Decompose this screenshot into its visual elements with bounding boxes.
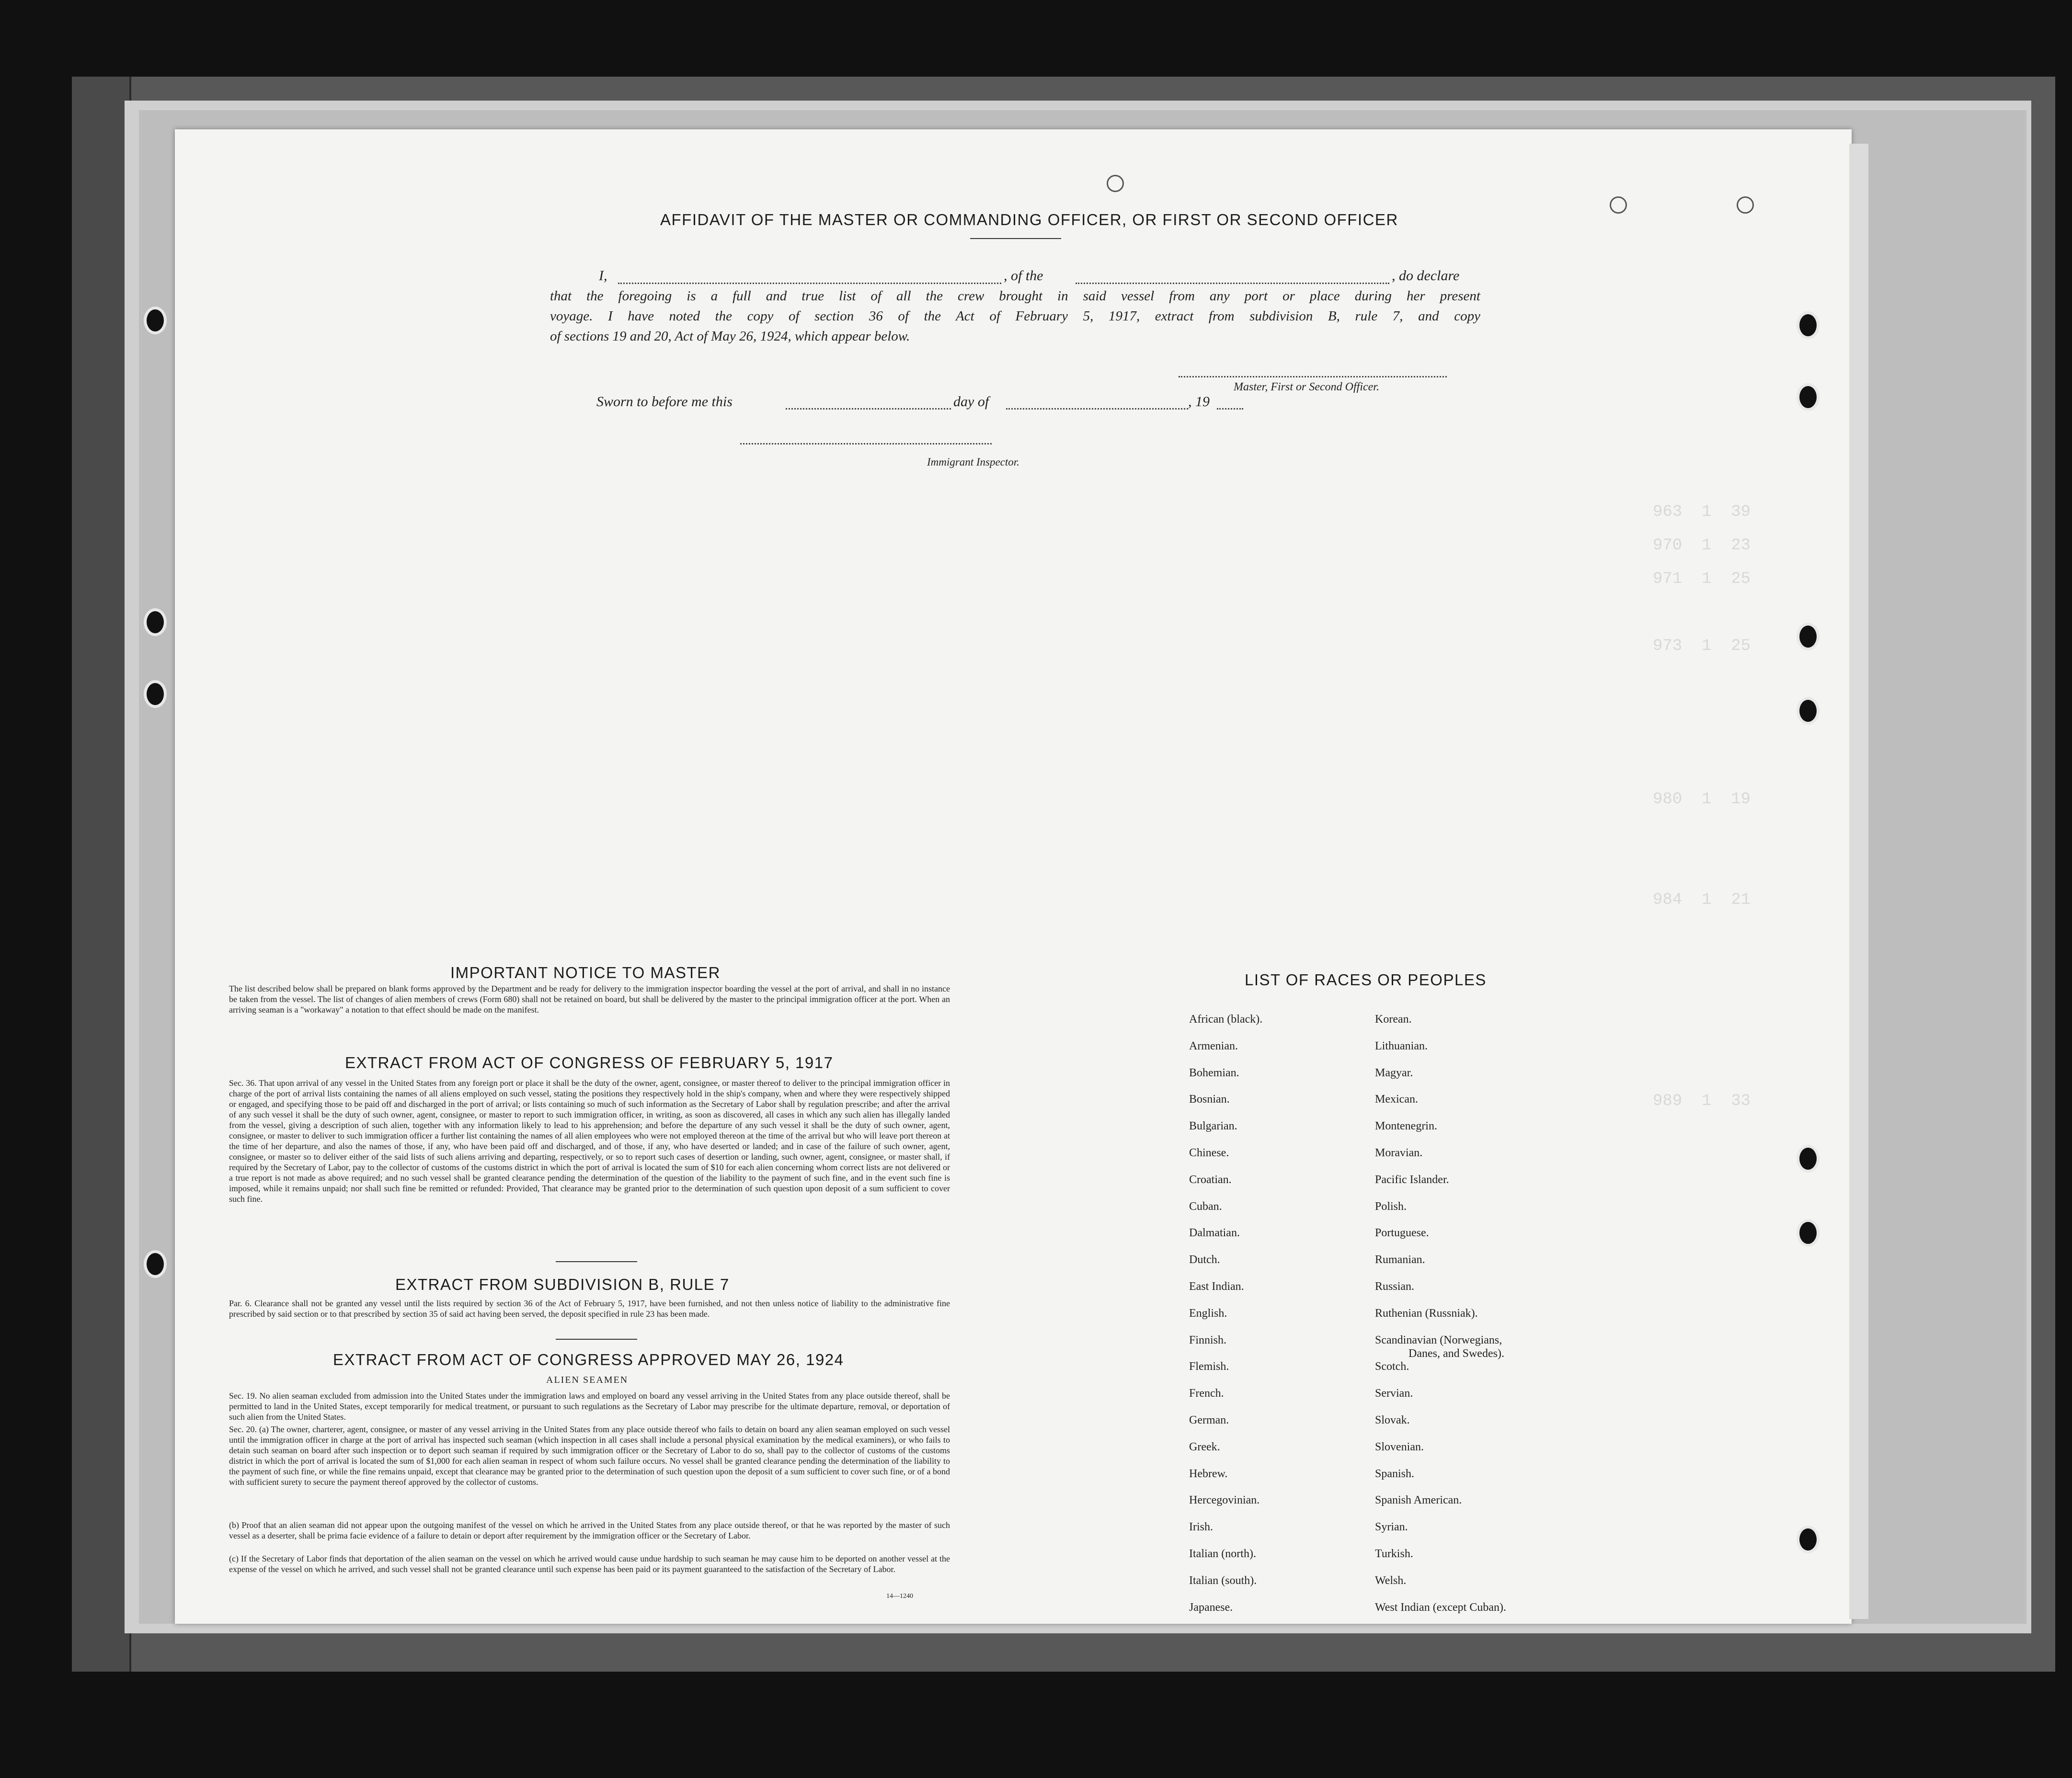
circle-mark-icon <box>1107 175 1124 192</box>
race-item: Turkish. <box>1375 1548 1413 1560</box>
bleed-through-text: 973 1 25 <box>1653 637 1751 655</box>
affidavit-do-declare: , do declare <box>1392 268 1460 284</box>
race-item: Croatian. <box>1189 1173 1232 1186</box>
race-item: Danes, and Swedes). <box>1408 1347 1504 1360</box>
race-item: Hercegovinian. <box>1189 1494 1260 1507</box>
sworn-year-blank[interactable] <box>1217 408 1243 410</box>
race-item: Cuban. <box>1189 1200 1222 1213</box>
race-item: Servian. <box>1375 1387 1413 1400</box>
race-item: Spanish. <box>1375 1467 1415 1480</box>
race-item: Bosnian. <box>1189 1093 1230 1106</box>
race-item: Welsh. <box>1375 1574 1407 1587</box>
bleed-through-text: 980 1 19 <box>1653 790 1751 809</box>
extract-1924-subtitle: ALIEN SEAMEN <box>546 1375 629 1385</box>
punch-hole-icon <box>1797 1219 1820 1247</box>
punch-hole-icon <box>144 680 167 708</box>
vessel-blank[interactable] <box>1076 283 1389 284</box>
title-underline <box>970 238 1061 239</box>
races-title: LIST OF RACES OR PEOPLES <box>1245 971 1487 989</box>
bleed-through-text: 963 1 39 <box>1653 503 1751 521</box>
race-item: Armenian. <box>1189 1039 1238 1052</box>
race-item: Hebrew. <box>1189 1467 1228 1480</box>
race-item: Syrian. <box>1375 1521 1408 1534</box>
affidavit-i-label: I, <box>599 268 607 284</box>
race-item: Magyar. <box>1375 1066 1413 1079</box>
extract-1924-sec20a: Sec. 20. (a) The owner, charterer, agent, consignee, or master of any vessel arriving in the United States from any place outside thereof who fails to detain on board any alien seaman employed on such vessel until the immigration officer in charge at the port of arrival has inspected such seaman (which inspection in all cases shall include a personal physical examination by the medical examiners), or who fails to detain such seaman on board after such inspection or to deport such seaman if required by such immigration officer or the Secretary of Labor to do so, shall pay to the collector of customs of the customs district in which the port of arrival is located the sum of $1,000 for each alien seaman in respect of whom such failure occurs. No vessel shall be granted clearance pending the determination of the liability to the payment of such fine, or while the fine remains unpaid, except that clearance may be granted prior to the determination of such question upon the deposit of a sum sufficient to cover such fine, or of a bond with sufficient surety to secure the payment thereof approved by the collector of customs. <box>229 1425 950 1487</box>
punch-hole-icon <box>1797 1526 1820 1553</box>
race-item: Flemish. <box>1189 1360 1229 1373</box>
race-item: Bulgarian. <box>1189 1120 1237 1133</box>
race-item: Dutch. <box>1189 1254 1220 1266</box>
sworn-day-blank[interactable] <box>786 408 951 410</box>
punch-hole-icon <box>144 1250 167 1278</box>
notice-title: IMPORTANT NOTICE TO MASTER <box>450 964 721 981</box>
race-item: Rumanian. <box>1375 1254 1425 1266</box>
extract-1924-title: EXTRACT FROM ACT OF CONGRESS APPROVED MAY 26, 1924 <box>333 1351 844 1368</box>
section-divider <box>556 1339 637 1340</box>
binder-edge <box>72 77 131 1672</box>
punch-hole-icon <box>1797 697 1820 725</box>
race-item: Mexican. <box>1375 1093 1418 1106</box>
affidavit-line-3: voyage. I have noted the copy of section 36 of the Act of February 5, 1917, extract from subdivision B, rule 7, and copy <box>550 308 1480 324</box>
extract-1924-sec20c: (c) If the Secretary of Labor finds that deportation of the alien seaman on the vessel on which he arrived would cause undue hardship to such seaman he may cause him to be deported on another vessel at the expense of the vessel on which he arrived, and such vessel shall not be granted clearance until such expense has been paid or its payment guaranteed to the satisfaction of the Secretary of Labor. <box>229 1554 950 1574</box>
race-item: Italian (south). <box>1189 1574 1257 1587</box>
race-item: Bohemian. <box>1189 1066 1239 1079</box>
race-item: Slovenian. <box>1375 1440 1424 1453</box>
race-item: Scotch. <box>1375 1360 1409 1373</box>
extract-rule7-text: Par. 6. Clearance shall not be granted any vessel until the lists required by section 36 of the Act of February 5, 1917, have been furnished, and not then unless notice of liability to the administrative fine prescribed by said section or to that prescribed by section 35 of said act having been served, the deposit specified in rule 23 has been made. <box>229 1299 950 1319</box>
extract-1924-sec20b: (b) Proof that an alien seaman did not appear upon the outgoing manifest of the vessel on which he arrived in the United States from any place outside thereof, or that he was reported by the master of such vessel as a deserter, shall be prima facie evidence of a failure to detain or deport after requirement by the immigration officer or the Secretary of Labor. <box>229 1520 950 1540</box>
race-item: Irish. <box>1189 1521 1213 1534</box>
race-item: Portuguese. <box>1375 1227 1429 1240</box>
race-item: French. <box>1189 1387 1224 1400</box>
section-divider <box>556 1261 637 1262</box>
race-item: African (black). <box>1189 1013 1263 1026</box>
extract-1917-text: Sec. 36. That upon arrival of any vessel in the United States from any foreign port or place it shall be the duty of the owner, agent, consignee, or master thereof to deliver to the principal immigration officer in charge of the port of arrival lists containing the names of all aliens employed on such vessel, stating the positions they respectively hold in the ship's company, when and where they were respectively shipped or engaged, and specifying those to be paid off and discharged in the port of arrival; or lists containing so much of such information as the Secretary of Labor shall by regulation prescribe; and after the arrival of any such vessel it shall be the duty of such owner, agent, consignee, or master to report to such immigration officer, in writing, as soon as discovered, all cases in which any such alien has illegally landed from the vessel, giving a description of such alien, together with any information likely to lead to his apprehension; and before the departure of any such vessel it shall be the duty of such owner, agent, consignee, or master to deliver to such immigration officer a further list containing the names of all alien employees who were not employed thereon at the time of the arrival but who will leave port thereon at the time of her departure, and also the names of those, if any, who have been paid off and discharged, and of those, if any, who have deserted or landed; and in case of the failure of such owner, agent, consignee, or master so to deliver either of the said lists of such aliens arriving and departing, respectively, or so to report such cases of desertion or landing, such owner, agent, consignee, or master shall, if required by the Secretary of Labor, pay to the collector of customs of the customs district in which the port of arrival is located the sum of $10 for each alien concerning whom correct lists are not delivered or a true report is not made as above required; and no such vessel shall be granted clearance pending the determination of the question of the liability to the payment of such fine, and in the event such fine is imposed, while it remains unpaid; nor shall such fine be remitted or refunded: Provided, That clearance may be granted prior to the determination of such question upon deposit of a sum sufficient to cover such fine. <box>229 1078 950 1204</box>
race-item: Russian. <box>1375 1280 1415 1293</box>
punch-hole-icon <box>1797 623 1820 650</box>
affidavit-of-the: , of the <box>1004 268 1043 284</box>
bleed-through-text: 984 1 21 <box>1653 891 1751 909</box>
bleed-through-text: 971 1 25 <box>1653 570 1751 588</box>
race-item: Slovak. <box>1375 1414 1410 1426</box>
inspector-caption: Immigrant Inspector. <box>927 456 1019 468</box>
bleed-through-text: 970 1 23 <box>1653 536 1751 555</box>
page-edge <box>1849 144 1868 1619</box>
affidavit-line-4: of sections 19 and 20, Act of May 26, 1924, which appear below. <box>550 329 910 344</box>
race-item: Greek. <box>1189 1440 1220 1453</box>
punch-hole-icon <box>144 307 167 334</box>
race-item: Finnish. <box>1189 1334 1227 1346</box>
race-item: Spanish American. <box>1375 1494 1462 1507</box>
race-item: Lithuanian. <box>1375 1039 1428 1052</box>
name-blank[interactable] <box>618 283 1001 284</box>
inspector-signature-line[interactable] <box>740 443 992 444</box>
circle-mark-icon <box>1737 196 1754 214</box>
race-item: Italian (north). <box>1189 1548 1256 1560</box>
race-item: Moravian. <box>1375 1147 1423 1159</box>
circle-mark-icon <box>1610 196 1627 214</box>
extract-1924-sec19: Sec. 19. No alien seaman excluded from admission into the United States under the immigration laws and employed on board any vessel arriving in the United States from any place outside thereof, shall be permitted to land in the United States, except temporarily for medical treatment, or pursuant to such regulations as the Secretary of Labor may prescribe for the ultimate departure, removal, or deportation of such alien from the United States. <box>229 1391 950 1422</box>
race-item: East Indian. <box>1189 1280 1244 1293</box>
affidavit-title: AFFIDAVIT OF THE MASTER OR COMMANDING OFFICER, OR FIRST OR SECOND OFFICER <box>660 211 1398 228</box>
race-item: Korean. <box>1375 1013 1412 1026</box>
bleed-through-text: 989 1 33 <box>1653 1092 1751 1110</box>
race-item: West Indian (except Cuban). <box>1375 1601 1506 1614</box>
master-signature-caption: Master, First or Second Officer. <box>1234 381 1379 393</box>
punch-hole-icon <box>1797 383 1820 411</box>
extract-rule7-title: EXTRACT FROM SUBDIVISION B, RULE 7 <box>395 1276 730 1293</box>
day-of-label: day of <box>953 394 989 410</box>
master-signature-line[interactable] <box>1179 376 1447 377</box>
race-item: German. <box>1189 1414 1229 1426</box>
punch-hole-icon <box>1797 1145 1820 1173</box>
notice-text: The list described below shall be prepared on blank forms approved by the Department and be ready for delivery to the immigration inspector boarding the vessel at the port of arrival, and shall in no instance be taken from the vessel. The list of changes of alien members of crews (Form 680) shall not be retained on board, but shall be delivered by the master to the principal immigration officer at the port. When an arriving seaman is a "workaway" a notation to that effect should be made on the manifest. <box>229 984 950 1014</box>
punch-hole-icon <box>144 608 167 636</box>
race-item: English. <box>1189 1307 1227 1320</box>
extract-1917-title: EXTRACT FROM ACT OF CONGRESS OF FEBRUARY 5, 1917 <box>345 1054 834 1071</box>
year-label: , 19 <box>1188 394 1210 410</box>
sworn-label: Sworn to before me this <box>596 394 733 410</box>
punch-hole-icon <box>1797 311 1820 339</box>
race-item: Japanese. <box>1189 1601 1233 1614</box>
race-item: Polish. <box>1375 1200 1407 1213</box>
race-item: Montenegrin. <box>1375 1120 1437 1133</box>
race-item: Chinese. <box>1189 1147 1229 1159</box>
form-number: 14—1240 <box>886 1593 913 1600</box>
sworn-month-blank[interactable] <box>1006 408 1188 410</box>
race-item: Pacific Islander. <box>1375 1173 1449 1186</box>
race-item: Scandinavian (Norwegians, <box>1375 1334 1502 1346</box>
race-item: Ruthenian (Russniak). <box>1375 1307 1478 1320</box>
affidavit-line-2: that the foregoing is a full and true list of all the crew brought in said vessel from any port or place during her present <box>550 288 1480 304</box>
race-item: Dalmatian. <box>1189 1227 1240 1240</box>
